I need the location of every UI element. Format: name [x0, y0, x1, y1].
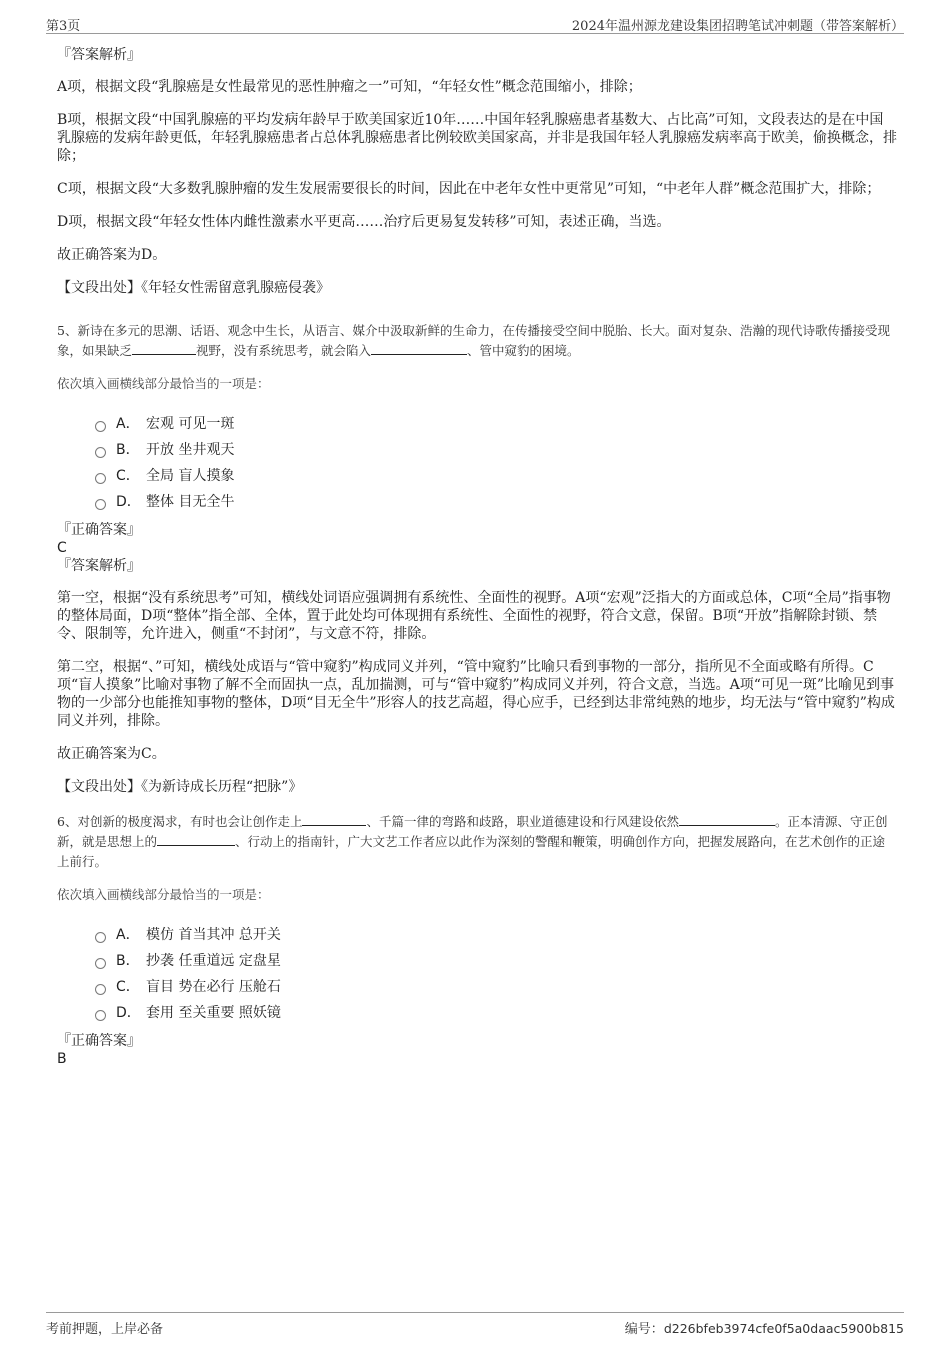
radio-button[interactable]: [95, 473, 106, 484]
analysis-paragraph: D项，根据文段“年轻女性体内雌性激素水平更高……治疗后更易复发转移”可知，表述正确，当选。: [57, 214, 671, 230]
document-code: 编号：d226bfeb3974cfe0f5a0daac5900b815: [624, 1321, 904, 1337]
radio-button[interactable]: [95, 958, 106, 969]
source-citation: 【文段出处】《为新诗成长历程“把脉”》: [57, 779, 303, 795]
footer-slogan: 考前押题，上岸必备: [46, 1322, 164, 1337]
radio-button[interactable]: [95, 421, 106, 432]
page-number: 第3页: [46, 19, 81, 34]
analysis-heading: 『答案解析』: [57, 558, 141, 574]
conclusion: 故正确答案为C。: [57, 746, 166, 762]
page-footer: [46, 1312, 904, 1337]
option-c[interactable]: C． 全局 盲人摸象: [95, 463, 897, 489]
document-title: 2024年温州源龙建设集团招聘笔试冲刺题（带答案解析）: [571, 19, 904, 34]
radio-button[interactable]: [95, 499, 106, 510]
analysis-paragraph: C项，根据文段“大多数乳腺肿瘤的发生发展需要很长的时间，因此在中老年女性中更常见”可知，“中老年人群”概念范围扩大，排除；: [57, 181, 881, 197]
question-stem: 6、对创新的极度渴求，有时也会让创作走上 、千篇一律的弯路和歧路，职业道德建设和行风建设依然 。正本清源、守正创新，就是思想上的 、行动上的指南针，广大文艺工作者应以此作为深刻的警醒和鞭策，明确创作方向，把握发展路向，在艺术创作的正途上前行。: [57, 814, 888, 869]
option-list: [57, 922, 897, 1026]
analysis-paragraph: B项，根据文段“中国乳腺癌的平均发病年龄早于欧美国家近10年……中国年轻乳腺癌患者基数大、占比高”可知，文段表达的是在中国乳腺癌的发病年龄更低，年轻乳腺癌患者占总体乳腺癌患者比例较欧美国家高，并非是我国年轻人乳腺癌发病率高于欧美，偷换概念，排除；: [57, 112, 897, 164]
option-d[interactable]: D． 套用 至关重要 照妖镜: [95, 1000, 897, 1026]
option-c[interactable]: C． 盲目 势在必行 压舱石: [95, 974, 897, 1000]
answer-heading: 『正确答案』: [57, 522, 141, 538]
fill-blank: [371, 342, 467, 355]
answer-heading: 『正确答案』: [57, 1033, 141, 1049]
fill-blank: [302, 813, 366, 826]
correct-answer: C: [57, 540, 67, 556]
radio-button[interactable]: [95, 984, 106, 995]
analysis-heading: 『答案解析』: [57, 47, 141, 63]
option-list: [57, 411, 897, 515]
document-body: [57, 46, 897, 1068]
analysis-paragraph: 第二空，根据“、”可知，横线处成语与“管中窥豹”构成同义并列，“管中窥豹”比喻只看到事物的一部分，指所见不全面或略有所得。C项“盲人摸象”比喻对事物了解不全而固执一点，乱加揣测，可与“管中窥豹”构成同义并列，符合文意，当选。A项“可见一斑”比喻见到事物的一少部分也能推知事物的整体，D项“目无全牛”形容人的技艺高超，得心应手，已经到达非常纯熟的地步，均无法与“管中窥豹”构成同义并列，排除。: [57, 659, 895, 729]
conclusion: 故正确答案为D。: [57, 247, 167, 263]
option-b[interactable]: B． 抄袭 任重道远 定盘星: [95, 948, 897, 974]
question-stem: 5、新诗在多元的思潮、话语、观念中生长，从语言、媒介中汲取新鲜的生命力，在传播接受空间中脱胎、长大。面对复杂、浩瀚的现代诗歌传播接受现象，如果缺乏 视野，没有系统思考，就会陷入 、管中窥豹的困境。: [57, 323, 890, 358]
option-a[interactable]: A． 宏观 可见一斑: [95, 411, 897, 437]
correct-answer: B: [57, 1051, 67, 1067]
radio-button[interactable]: [95, 1010, 106, 1021]
analysis-paragraph: 第一空，根据“没有系统思考”可知，横线处词语应强调拥有系统性、全面性的视野。A项“宏观”泛指大的方面或总体，C项“全局”指事物的整体局面，D项“整体”指全部、全体，置于此处均可体现拥有系统性、全面性的视野，符合文意，保留。B项“开放”指解除封锁、禁令、限制等，允许进入，侧重“不封闭”，与文意不符，排除。: [57, 590, 891, 642]
option-d[interactable]: D． 整体 目无全牛: [95, 489, 897, 515]
analysis-paragraph: A项，根据文段“乳腺癌是女性最常见的恶性肿瘤之一”可知，“年轻女性”概念范围缩小，排除；: [57, 79, 642, 95]
question-instruction: 依次填入画横线部分最恰当的一项是：: [57, 887, 270, 902]
question-instruction: 依次填入画横线部分最恰当的一项是：: [57, 376, 270, 391]
option-a[interactable]: A． 模仿 首当其冲 总开关: [95, 922, 897, 948]
page-header: [46, 13, 904, 34]
source-citation: 【文段出处】《年轻女性需留意乳腺癌侵袭》: [57, 280, 330, 296]
option-b[interactable]: B． 开放 坐井观天: [95, 437, 897, 463]
fill-blank: [132, 342, 196, 355]
radio-button[interactable]: [95, 447, 106, 458]
fill-blank: [679, 813, 775, 826]
radio-button[interactable]: [95, 932, 106, 943]
fill-blank: [157, 833, 235, 846]
